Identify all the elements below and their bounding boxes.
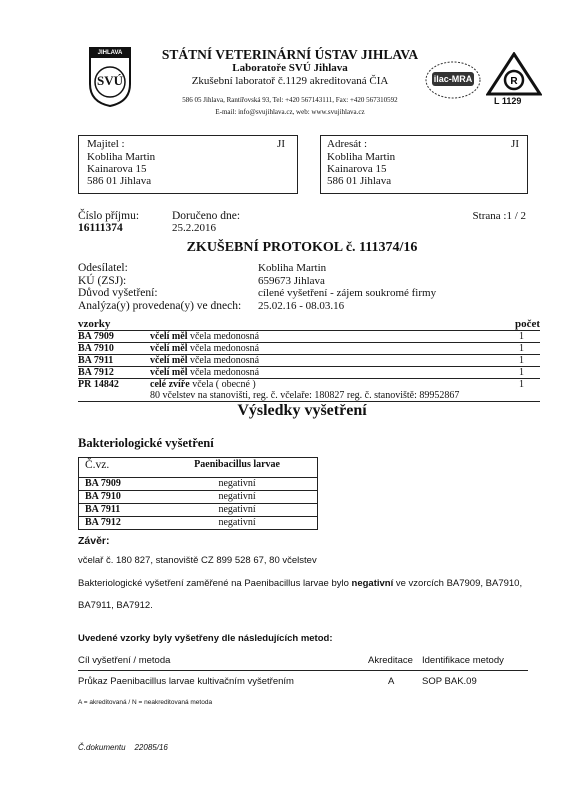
addressee-label: Adresát : <box>327 138 368 150</box>
cia-logo <box>486 52 542 108</box>
protocol-title: ZKUŠEBNÍ PROTOKOL č. 111374/16 <box>186 240 418 255</box>
conclusion-line1: včelař č. 180 827, stanoviště CZ 899 528 67, 80 včelstev <box>78 555 317 566</box>
detail-label: Analýza(y) provedena(y) ve dnech: <box>78 299 242 312</box>
delivered-date: 25.2.2016 <box>172 222 216 234</box>
sample-desc: včela medonosná <box>187 331 260 342</box>
samples-header-left: vzorky <box>78 318 111 330</box>
detail-value: cílené vyšetření - zájem soukromé firmy <box>258 287 437 299</box>
svg-text:R: R <box>510 76 518 87</box>
table-row: BA 7911 negativní <box>79 504 318 517</box>
sample-desc: včela medonosná <box>187 355 260 366</box>
methods-legend: A = akreditovaná / N = neakreditovaná metoda <box>78 699 213 706</box>
delivered-label: Doručeno dne: <box>172 210 241 222</box>
sample-desc: včela ( obecné ) <box>189 379 256 390</box>
owner-code: JI <box>277 138 285 150</box>
samples-table <box>78 318 540 402</box>
methods-heading: Uvedené vzorky byly vyšetřeny dle následujících metod: <box>78 633 333 644</box>
sample-count: 1 <box>519 331 524 342</box>
cia-code: L 1129 <box>494 96 522 106</box>
details-values <box>258 262 436 312</box>
method-name: Průkaz Paenibacillus larvae kultivačním vyšetřením <box>78 676 294 687</box>
method-accreditation: A <box>388 676 395 687</box>
owner-name: Kobliha Martin <box>87 151 156 163</box>
logo-text: JIHLAVA <box>97 50 123 56</box>
table-row: BA 7909 negativní <box>79 478 318 491</box>
methods-col-id: Identifikace metody <box>422 655 504 666</box>
logo-letters: SVÚ <box>96 73 123 88</box>
owner-label: Majitel : <box>87 138 125 150</box>
sample-type: včelí měl <box>150 355 188 366</box>
detail-label: Důvod vyšetření: <box>78 287 158 299</box>
sample-id: PR 14842 <box>78 379 119 390</box>
details-labels <box>78 262 241 312</box>
sample-count: 1 <box>519 343 524 354</box>
bact-col-id: Č.vz. <box>85 459 110 471</box>
table-row: BA 7910 negativní <box>79 491 318 504</box>
bacteriology-table <box>78 457 318 530</box>
bacteriology-heading: Bakteriologické vyšetření <box>78 436 214 450</box>
sample-id: BA 7912 <box>78 367 114 378</box>
addressee-code: JI <box>511 138 519 150</box>
methods-col-accreditation: Akreditace <box>368 655 413 666</box>
sample-id: BA 7910 <box>78 343 114 354</box>
sample-type: včelí měl <box>150 343 188 354</box>
sample-type: včelí měl <box>150 331 188 342</box>
addressee-street: Kainarova 15 <box>327 163 387 175</box>
svu-logo <box>88 46 132 108</box>
conclusion-line3: BA7911, BA7912. <box>78 600 153 611</box>
table-row: BA 7912 negativní <box>85 517 256 528</box>
detail-value: 659673 Jihlava <box>258 274 325 287</box>
sample-count: 1 <box>519 367 524 378</box>
sample-note-row <box>78 390 540 402</box>
institute-subtitle: Laboratoře SVÚ Jihlava <box>232 62 348 74</box>
owner-street: Kainarova 15 <box>87 163 147 175</box>
samples-header <box>78 318 540 331</box>
methods-col-method: Cíl vyšetření / metoda <box>78 655 171 666</box>
sample-note: 80 včelstev na stanovišti, reg. č. včelaře: 180827 reg. č. stanoviště: 89952867 <box>150 390 460 401</box>
doc-number: Č.dokumentu 22085/16 <box>78 743 168 752</box>
sample-desc: včela medonosná <box>187 343 260 354</box>
sample-row <box>78 379 540 390</box>
method-id: SOP BAK.09 <box>422 676 477 687</box>
sample-count: 1 <box>519 379 524 390</box>
detail-value: 25.02.16 - 08.03.16 <box>258 299 345 312</box>
sample-row <box>78 355 540 367</box>
intake-number: 16111374 <box>78 222 123 234</box>
sample-row <box>78 367 540 379</box>
sample-desc: včela medonosná <box>187 367 260 378</box>
sample-id: BA 7909 <box>78 331 114 342</box>
email-line: E-mail: info@svujihlava.cz, web: www.svujihlava.cz <box>215 108 365 116</box>
page-number: Strana :1 / 2 <box>472 210 526 222</box>
sample-row <box>78 343 540 355</box>
bact-col-result: Paenibacillus larvae <box>194 459 280 470</box>
sample-type: celé zvíře <box>150 379 190 390</box>
sample-row <box>78 331 540 343</box>
sample-type: včelí měl <box>150 367 188 378</box>
detail-label: KÚ (ZSJ): <box>78 274 127 287</box>
sample-id: BA 7911 <box>78 355 114 366</box>
institute-title: STÁTNÍ VETERINÁRNÍ ÚSTAV JIHLAVA <box>161 47 419 62</box>
conclusion-line2: Bakteriologické vyšetření zaměřené na Paenibacillus larvae bylo negativní ve vzorcích BA7909, BA7910, <box>78 578 523 589</box>
addressee-city: 586 01 Jihlava <box>327 175 392 187</box>
ilac-mra-logo: ilac-MRA <box>424 60 482 100</box>
addressee-box <box>320 135 528 194</box>
conclusion-heading: Závěr: <box>78 535 110 547</box>
results-title: Výsledky vyšetření <box>237 402 367 419</box>
owner-city: 586 01 Jihlava <box>87 175 152 187</box>
methods-divider <box>78 670 528 671</box>
address-line: 586 05 Jihlava, Rantířovská 93, Tel: +420 567143111, Fax: +420 567310592 <box>182 96 398 104</box>
samples-header-right: počet <box>514 318 540 330</box>
lab-accreditation: Zkušební laboratoř č.1129 akreditovaná ČIA <box>191 75 389 87</box>
detail-label: Odesílatel: <box>78 262 128 274</box>
intake-number-label: Číslo příjmu: <box>78 210 140 222</box>
addressee-name: Kobliha Martin <box>327 151 396 163</box>
sample-count: 1 <box>519 355 524 366</box>
owner-box <box>78 135 298 194</box>
negative-result: negativní <box>351 578 394 589</box>
detail-value: Kobliha Martin <box>258 262 327 274</box>
